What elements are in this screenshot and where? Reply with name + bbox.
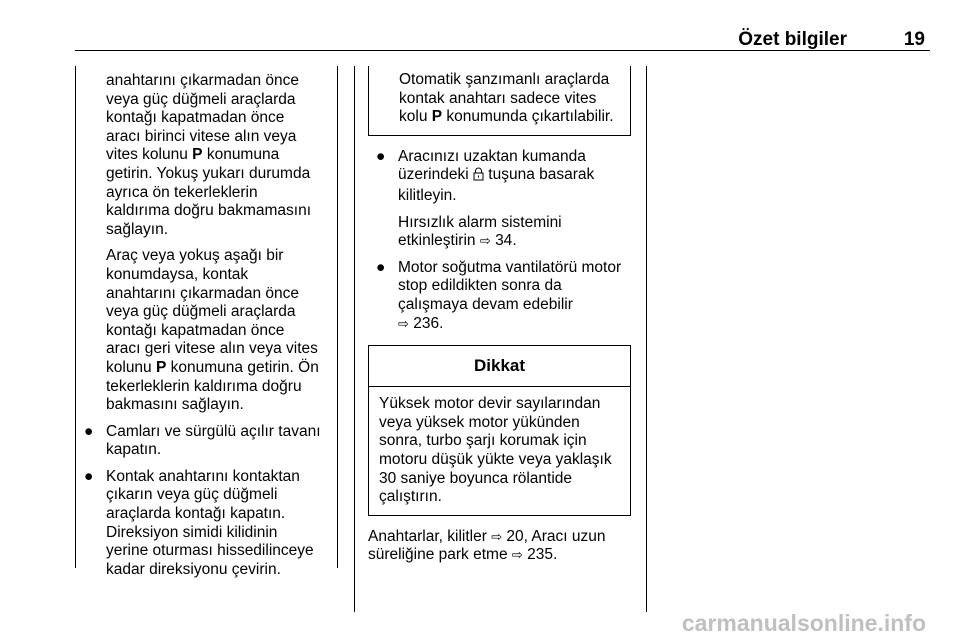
- cross-references: Anahtarlar, kilitler ⇨ 20, Aracı uzun süreliğine park etme ⇨ 235.: [368, 527, 606, 564]
- column-rule-mid-left: [337, 66, 338, 568]
- page-number: 19: [903, 29, 925, 50]
- bullet-icon: ●: [84, 467, 94, 485]
- lock-icon: [473, 167, 484, 187]
- column-rule-right: [646, 66, 647, 612]
- column-left: [76, 72, 328, 579]
- column-right: [368, 72, 632, 565]
- caution-box: [368, 345, 631, 516]
- page-reference[interactable]: 236: [413, 314, 440, 332]
- paragraph-parking-downhill: Araç veya yokuş aşağı bir konumdaysa, kontak anahtarını çıkarmadan önce veya güç düğmeli araçlarda kontağı kapatmadan önce aracı geri vitese alın veya vites kolunu P konumuna getirin. Ön tekerleklerin kaldırıma doğru bakmasını sağlayın.: [106, 247, 319, 414]
- bullet-icon: ●: [84, 422, 94, 440]
- page-reference-icon: ⇨: [479, 233, 491, 249]
- list-item: ● Motor soğutma vantilatörü motor stop edildikten sonra da çalışmaya devam edebilir ⇨ 236.: [376, 258, 622, 332]
- list-item: ● Kontak anahtarını kontaktan çıkarın veya güç düğmeli araçlarda kontağı kapatın. Direksiyon simidi kilidinin yerine oturması hissedilinceye kadar direksiyonu çevirin.: [84, 467, 314, 578]
- note-box-automatic: Otomatik şanzımanlı araçlarda kontak anahtarı sadece vites kolu P konumunda çıkartılabilir.: [368, 66, 631, 136]
- column-rule-mid-right: [354, 66, 355, 612]
- caution-body: Yüksek motor devir sayılarından veya yüksek motor yükünden sonra, turbo şarjı korumak için motoru düşük yükte veya yaklaşık 30 saniye boyunca rölantide çalıştırın.: [379, 395, 612, 506]
- paragraph-parking-uphill: anahtarını çıkarmadan önce veya güç düğmeli araçlarda kontağı kapatmadan önce aracı birinci vitese alın veya vites kolunu P konumuna getirin. Yokuş yukarı durumda ayrıca ön tekerleklerin kaldırıma doğru bakmamasını sağlayın.: [106, 72, 312, 238]
- list-item: ● Aracınızı uzaktan kumanda üzerindeki tuşuna basarak kilitleyin. Hırsızlık alarm sistemini etkinleştirin ⇨ 34.: [376, 147, 595, 250]
- page-reference-icon: ⇨: [491, 528, 503, 544]
- header-divider: [75, 50, 930, 51]
- page-reference-icon: ⇨: [511, 547, 523, 563]
- page-reference[interactable]: 34: [495, 232, 513, 250]
- bullet-icon: ●: [376, 147, 386, 165]
- caution-title: Dikkat: [369, 346, 630, 387]
- page-reference[interactable]: 20: [506, 527, 524, 545]
- section-title: Özet bilgiler: [738, 29, 847, 50]
- bullet-icon: ●: [376, 258, 386, 276]
- page-reference-icon: ⇨: [398, 315, 409, 331]
- page-reference[interactable]: 235: [527, 546, 553, 564]
- list-item: ● Camları ve sürgülü açılır tavanı kapatın.: [84, 422, 321, 459]
- watermark: carmanualsonline.info: [681, 610, 926, 636]
